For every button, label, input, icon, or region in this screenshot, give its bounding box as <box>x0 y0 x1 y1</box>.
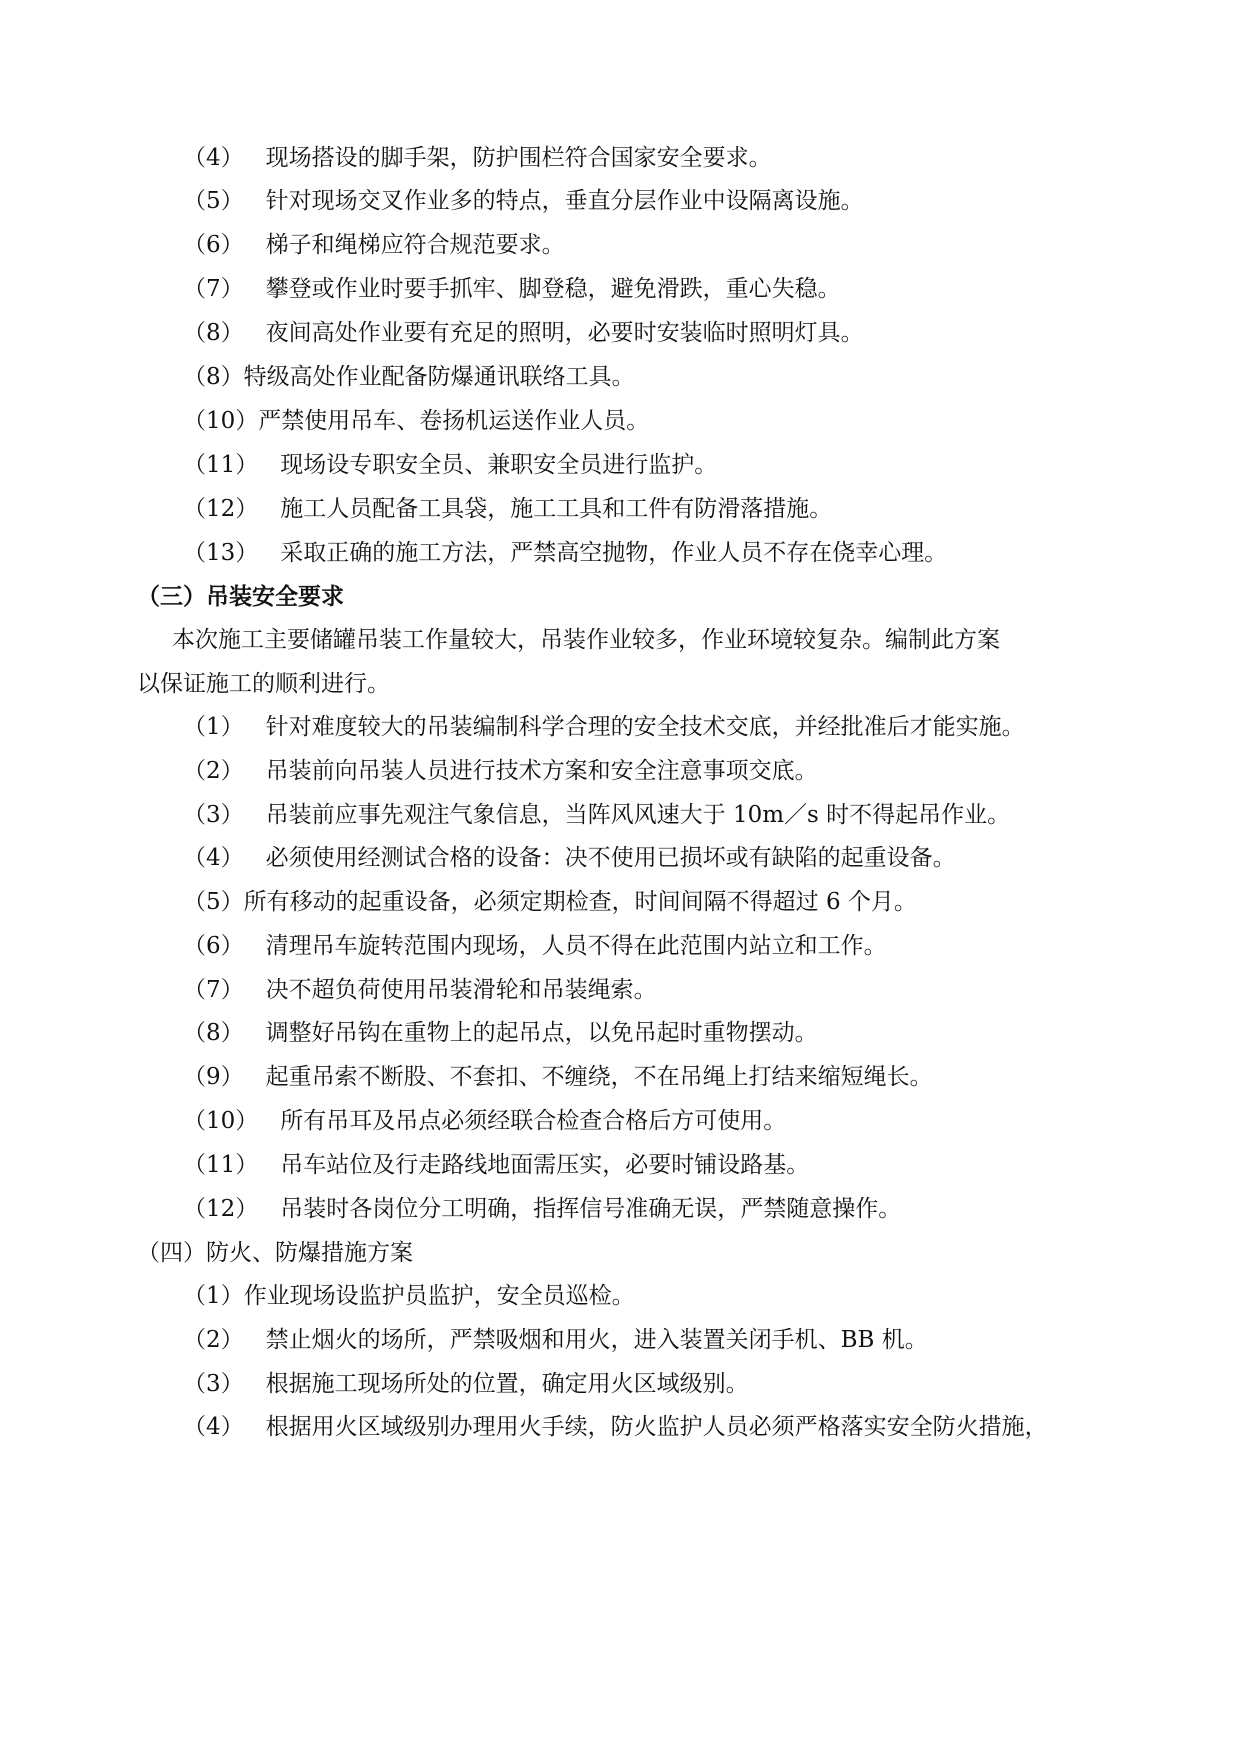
list-item-text: 针对难度较大的吊装编制科学合理的安全技术交底，并经批准后才能实施。 <box>265 714 1025 740</box>
list-item-number: （1） <box>183 714 244 740</box>
list-item-text: 所有吊耳及吊点必须经联合检查合格后方可使用。 <box>280 1108 787 1134</box>
list-item <box>183 1150 809 1180</box>
paragraph-line: 本次施工主要储罐吊装工作量较大，吊装作业较多，作业环境较复杂。编制此方案 <box>172 627 1000 653</box>
list-item-number: （5） <box>183 188 244 214</box>
list-item-number: （8） <box>183 320 244 346</box>
list-item-text: 采取正确的施工方法，严禁高空抛物，作业人员不存在侥幸心理。 <box>280 540 948 566</box>
list-item-text: 吊车站位及行走路线地面需压实，必要时铺设路基。 <box>280 1152 810 1178</box>
list-item <box>183 406 649 436</box>
list-item-number: （8） <box>183 364 244 390</box>
list-item <box>183 1281 635 1311</box>
list-item <box>183 931 887 961</box>
list-item-text: 根据施工现场所处的位置，确定用火区域级别。 <box>265 1371 749 1397</box>
list-item-text: 严禁使用吊车、卷扬机运送作业人员。 <box>258 408 650 434</box>
list-item <box>183 1018 818 1048</box>
list-item-text: 吊装前应事先观注气象信息，当阵风风速大于 10m／s 时不得起吊作业。 <box>265 802 1011 828</box>
list-item-text: 调整好吊钩在重物上的起吊点，以免吊起时重物摆动。 <box>265 1020 818 1046</box>
list-item-number: （8） <box>183 1020 244 1046</box>
list-item-text: 清理吊车旋转范围内现场，人员不得在此范围内站立和工作。 <box>265 933 887 959</box>
list-item-number: （3） <box>183 1371 244 1397</box>
list-item-number: （2） <box>183 758 244 784</box>
list-item-number: （6） <box>183 232 244 258</box>
list-item-number: （5） <box>183 889 244 915</box>
paragraph-line: 以保证施工的顺利进行。 <box>137 671 390 697</box>
list-item <box>183 843 956 873</box>
list-item <box>183 538 947 568</box>
list-item <box>183 274 841 304</box>
list-item-text: 施工人员配备工具袋，施工工具和工件有防滑落措施。 <box>280 496 833 522</box>
list-item-number: （13） <box>183 540 259 566</box>
list-item-text: 作业现场设监护员监护，安全员巡检。 <box>243 1283 635 1309</box>
list-item-text: 针对现场交叉作业多的特点，垂直分层作业中设隔离设施。 <box>265 188 864 214</box>
list-item-number: （10） <box>183 408 259 434</box>
list-item <box>183 1106 786 1136</box>
list-item <box>183 230 565 260</box>
list-item <box>183 975 657 1005</box>
list-item-number: （12） <box>183 1196 259 1222</box>
list-item <box>183 1062 933 1092</box>
list-item <box>183 143 772 173</box>
list-item-text: 攀登或作业时要手抓牢、脚登稳，避免滑跌，重心失稳。 <box>265 276 841 302</box>
list-item-text: 吊装前向吊装人员进行技术方案和安全注意事项交底。 <box>265 758 818 784</box>
list-item <box>183 800 1010 830</box>
section-heading: （三）吊装安全要求 <box>137 583 344 610</box>
list-item <box>183 1369 749 1399</box>
list-item-number: （4） <box>183 145 244 171</box>
list-item-text: 决不超负荷使用吊装滑轮和吊装绳索。 <box>265 977 657 1003</box>
list-item-text: 所有移动的起重设备，必须定期检查，时间间隔不得超过 6 个月。 <box>243 889 917 915</box>
list-item <box>183 318 864 348</box>
list-item-number: （11） <box>183 1152 259 1178</box>
list-item-number: （7） <box>183 977 244 1003</box>
list-item-text: 必须使用经测试合格的设备：决不使用已损坏或有缺陷的起重设备。 <box>265 845 956 871</box>
list-item-text: 根据用火区域级别办理用火手续，防火监护人员必须严格落实安全防火措施， <box>265 1414 1048 1440</box>
list-item-number: （11） <box>183 452 259 478</box>
list-item-number: （6） <box>183 933 244 959</box>
list-item-text: 起重吊索不断股、不套扣、不缠绕，不在吊绳上打结来缩短绳长。 <box>265 1064 933 1090</box>
list-item <box>183 494 832 524</box>
list-item <box>183 1412 1048 1442</box>
list-item <box>183 756 818 786</box>
list-item-text: 现场搭设的脚手架，防护围栏符合国家安全要求。 <box>265 145 772 171</box>
list-item <box>183 887 917 917</box>
list-item-text: 特级高处作业配备防爆通讯联络工具。 <box>243 364 635 390</box>
list-item <box>183 1194 901 1224</box>
list-item-number: （7） <box>183 276 244 302</box>
list-item <box>183 186 864 216</box>
list-item-text: 禁止烟火的场所，严禁吸烟和用火，进入装置关闭手机、BB 机。 <box>265 1327 928 1353</box>
list-item <box>183 450 717 480</box>
list-item-number: （4） <box>183 1414 244 1440</box>
list-item-text: 现场设专职安全员、兼职安全员进行监护。 <box>280 452 718 478</box>
list-item <box>183 1325 928 1355</box>
list-item-text: 吊装时各岗位分工明确，指挥信号准确无误，严禁随意操作。 <box>280 1196 902 1222</box>
list-item-number: （1） <box>183 1283 244 1309</box>
list-item-text: 夜间高处作业要有充足的照明，必要时安装临时照明灯具。 <box>265 320 864 346</box>
list-item-text: 梯子和绳梯应符合规范要求。 <box>265 232 565 258</box>
list-item-number: （3） <box>183 802 244 828</box>
list-item-number: （4） <box>183 845 244 871</box>
list-item-number: （10） <box>183 1108 259 1134</box>
list-item-number: （12） <box>183 496 259 522</box>
list-item <box>183 712 1025 742</box>
list-item-number: （9） <box>183 1064 244 1090</box>
section-heading: （四）防火、防爆措施方案 <box>137 1240 413 1266</box>
list-item-number: （2） <box>183 1327 244 1353</box>
list-item <box>183 362 635 392</box>
